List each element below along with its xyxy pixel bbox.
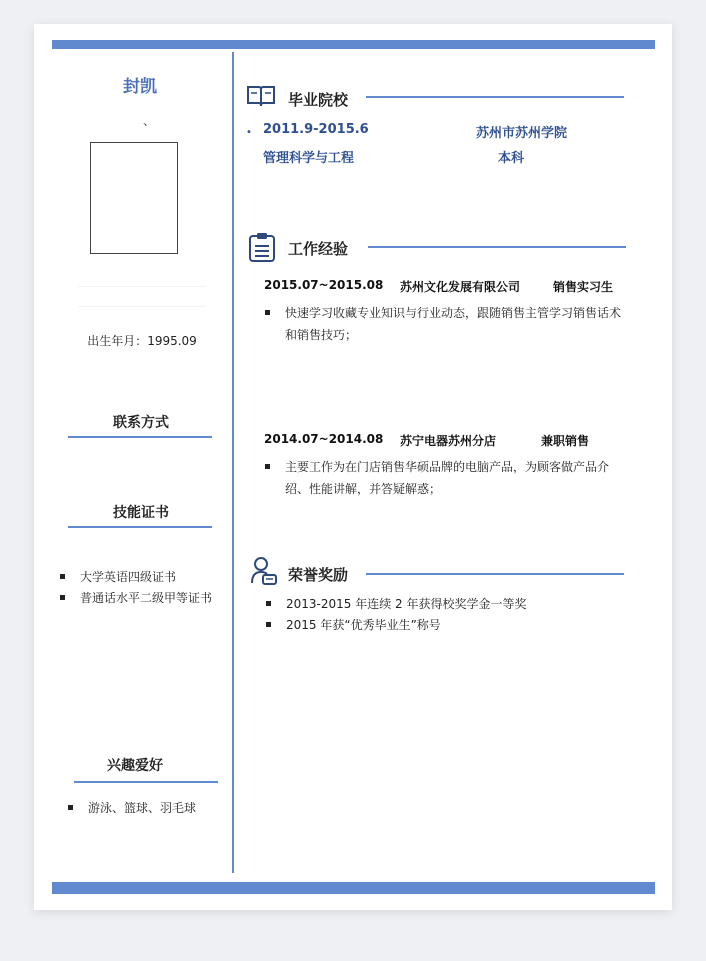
bottom-accent-bar [52,882,655,894]
job-company: 苏州文化发展有限公司 [400,280,521,294]
job-position: 销售实习生 [553,280,614,294]
skill-item: 普通话水平二级甲等证书 [80,591,213,605]
contact-heading: 联系方式 [113,415,169,431]
column-divider [232,52,234,873]
skill-item: 大学英语四级证书 [80,570,177,584]
job-description: 主要工作为在门店销售华硕品牌的电脑产品，为顾客做产品介绍、性能讲解，并答疑解惑； [285,456,625,500]
education-degree: 本科 [498,151,525,166]
birth-date: 出生年月：1995.09 [87,334,197,348]
candidate-name: 封凯 [123,77,157,97]
job-period: 2014.07~2014.08 [264,432,384,446]
honors-heading-line [366,573,624,575]
hobbies-heading: 兴趣爱好 [107,758,163,774]
education-major: 管理科学与工程 [263,151,355,166]
clipboard-icon [248,232,276,262]
hobby-item: 游泳、篮球、羽毛球 [88,801,197,815]
honor-item: 2015 年获“优秀毕业生”称号 [286,618,441,632]
job-description: 快速学习收藏专业知识与行业动态，跟随销售主管学习销售话术和销售技巧； [285,302,625,346]
work-heading-line [368,246,626,248]
honors-heading: 荣誉奖励 [288,566,349,584]
job-period: 2015.07~2015.08 [264,278,384,292]
faint-rule [78,286,206,287]
education-heading: 毕业院校 [288,91,349,109]
faint-rule [78,306,206,307]
top-accent-bar [52,40,655,49]
skills-underline [68,526,212,528]
book-icon [246,84,276,108]
job-company: 苏宁电器苏州分店 [400,434,497,448]
person-badge-icon [250,556,278,586]
education-heading-line [366,96,624,98]
work-heading: 工作经验 [288,240,349,258]
honor-item: 2013-2015 年连续 2 年获得校奖学金一等奖 [286,597,527,611]
small-mark: 、 [143,114,156,128]
skills-heading: 技能证书 [113,505,169,521]
contact-underline [68,436,212,438]
photo-placeholder [90,142,178,254]
education-school: 苏州市苏州学院 [476,126,568,141]
hobbies-underline [74,781,218,783]
job-position: 兼职销售 [541,434,590,448]
bullet-dot: • [246,127,252,138]
education-period: 2011.9-2015.6 [263,122,369,137]
